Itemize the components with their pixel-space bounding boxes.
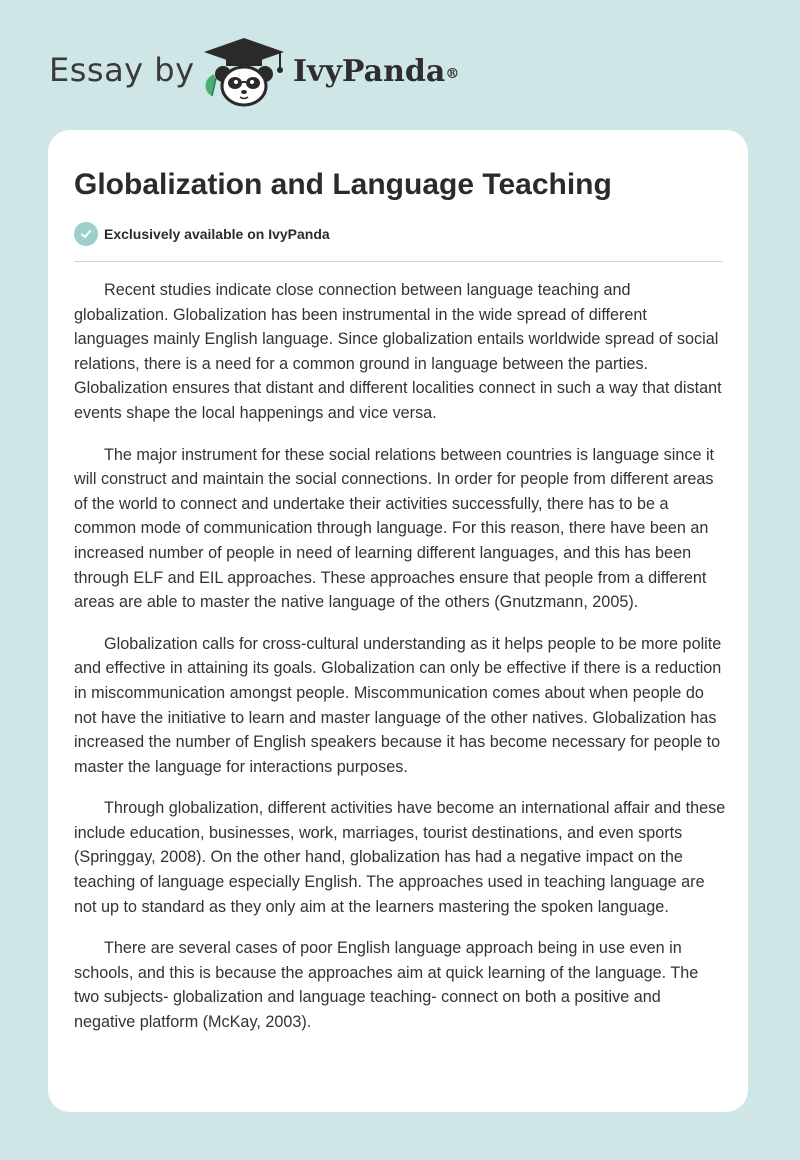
registered-mark: ® (445, 66, 460, 82)
paragraph: Through globalization, different activities have become an international affair and these include education, businesses, work, marriages, tourist destinations, and even sports (Springgay, 2008). On the other hand, globalization has had a negative impact on the teaching of language especially English. The approaches used in teaching language are not up to standard as they only aim at the learners mastering the spoken language. (74, 799, 726, 916)
paragraph: The major instrument for these social relations between countries is language since it will construct and maintain the social connections. In order for people from different areas of the world to connect and undertake their activities successfully, there has to be a common mode of communication through language. For this reason, there have been an increased number of people in need of learning different languages, and this has been through ELF and EIL approaches. These approaches ensure that people from a different areas are able to master the native language of the others (Gnutzmann, 2005). (74, 445, 715, 612)
panda-graduate-icon[interactable] (200, 36, 288, 108)
essay-card (48, 130, 748, 1112)
paragraph: There are several cases of poor English language approach being in use even in schools, and this is because the approaches aim at quick learning of the language. The two subjects- globalization and language teaching- connect on both a positive and negative platform (McKay, 2003). (74, 939, 699, 1032)
paragraph: Globalization calls for cross-cultural understanding as it helps people to be more polite and effective in attaining its goals. Globalization can only be effective if there is a reduction in miscommunication amongst people. Miscommunication comes about when people do not have the initiative to learn and master language of the other natives. Globalization has increased the number of English speakers because it has become necessary for people to master the language for interactions purposes. (74, 634, 722, 776)
paragraph: Recent studies indicate close connection between language teaching and globalization. Globalization has been instrumental in the wide spread of different languages mainly English language. Since globalization entails worldwide spread of social relations, there is a need for a common ground in language between the parties. Globalization ensures that distant and different localities connect in such a way that distant events shape the local happenings and vice versa. (74, 281, 722, 422)
divider (74, 261, 723, 262)
brand-name[interactable]: IvyPanda® (293, 54, 460, 89)
exclusive-badge-label: Exclusively available on IvyPanda (104, 226, 330, 242)
check-circle-icon (74, 222, 98, 246)
exclusive-badge (74, 222, 330, 246)
site-header (0, 0, 800, 130)
essay-title: Globalization and Language Teaching (74, 168, 612, 201)
essay-by-label: Essay by (49, 51, 195, 89)
essay-body (74, 278, 726, 1052)
